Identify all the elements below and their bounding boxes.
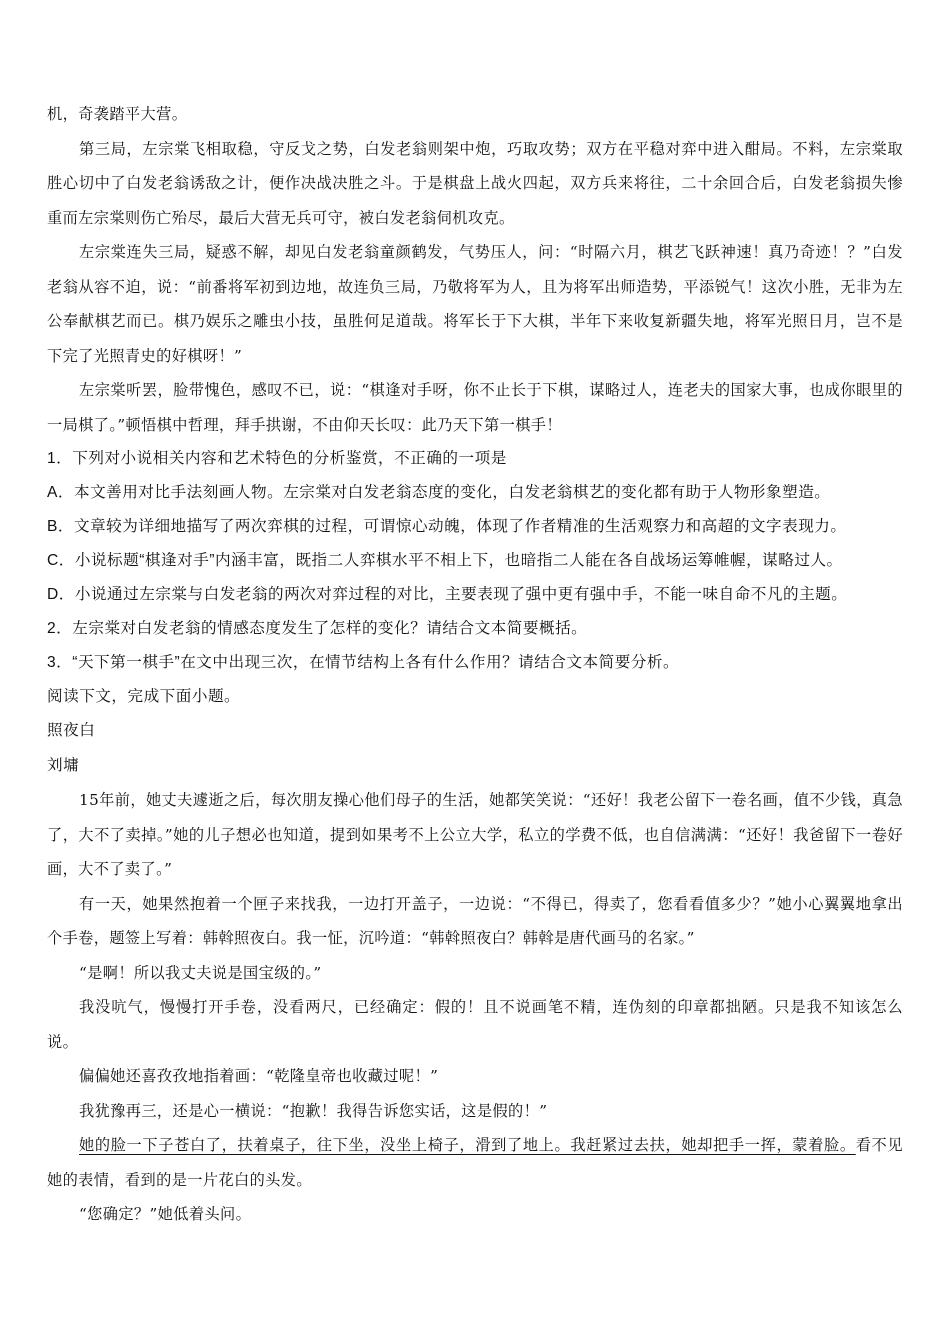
- article-paragraph-4: 我没吭气，慢慢打开手卷，没看两尺，已经确定：假的！且不说画笔不精，连伪刻的印章都拙陋。只是我不知该怎么说。: [47, 998, 903, 1051]
- article-paragraph-3: “是啊！所以我丈夫说是国宝级的。”: [79, 963, 322, 982]
- option-c: C．小说标题“棋逢对手”内涵丰富，既指二人弈棋水平不相上下，也暗指二人能在各自战场运筹帷幄，谋略过人。: [47, 552, 843, 569]
- article-paragraph-8: “您确定？”她低着头问。: [79, 1205, 252, 1223]
- paragraph-question-exchange: 左宗棠连失三局，疑惑不解，却见白发老翁童颜鹤发，气势压人，问：“时隔六月，棋艺飞跃神速！真乃奇迹！？”白发老翁从容不迫，说：“前番将军初到边地，故连负三局，乃敬将军为人，且为将军出师造势，平添锐气！这次小胜，无非为左公奉献棋艺而已。棋乃娱乐之雕虫小技，虽胜何足道哉。将军长于下大棋，半年下来收复新疆失地，将军光照日月，岂不是下完了光照青史的好棋呀！”: [47, 243, 903, 365]
- paragraph-7-rest: 看不见她的表情，看到的是一片花白的头发。: [47, 1136, 903, 1189]
- article-paragraph-1: 15年前，她丈夫遽逝之后，每次朋友操心他们母子的生活，她都笑笑说：“还好！我老公留下一卷名画，值不少钱，真急了，大不了卖掉。”她的儿子想必也知道，提到如果考不上公立大学，私立的学费不低，也自信满满：“还好！我爸留下一卷好画，大不了卖了。”: [47, 791, 903, 878]
- story-continuation: 机，奇袭踏平大营。: [47, 105, 188, 123]
- article-paragraph-6: 我犹豫再三，还是心一横说：“抱歉！我得告诉您实话，这是假的！”: [79, 1101, 548, 1120]
- article-paragraph-2: 有一天，她果然抱着一个匣子来找我，一边打开盖子，一边说：“不得已，得卖了，您看看值多少？”她小心翼翼地拿出个手卷，题签上写着：韩斡照夜白。我一怔，沉吟道：“韩斡照夜白？韩斡是唐代画马的名家。”: [47, 894, 903, 947]
- option-b: B．文章较为详细地描写了两次弈棋的过程，可谓惊心动魄，体现了作者精准的生活观察力和高超的文字表现力。: [47, 518, 847, 535]
- paragraph-ending: 左宗棠听罢，脸带愧色，感叹不已，说：“棋逢对手呀，你不止长于下棋，谋略过人，连老夫的国家大事，也成你眼里的一局棋了。”顿悟棋中哲理，拜手拱谢，不由仰天长叹：此乃天下第一棋手！: [47, 381, 903, 434]
- question-1: 1．下列对小说相关内容和艺术特色的分析鉴赏，不正确的一项是: [47, 450, 507, 467]
- reading-instruction: 阅读下文，完成下面小题。: [47, 688, 241, 705]
- question-2: 2．左宗棠对白发老翁的情感态度发生了怎样的变化？请结合文本简要概括。: [47, 620, 588, 637]
- underlined-passage: 她的脸一下子苍白了，扶着桌子，往下坐，没坐上椅子，滑到了地上。我赶紧过去扶，她却把手一挥，蒙着脸。: [79, 1136, 856, 1154]
- option-a: A．本文善用对比手法刻画人物。左宗棠对白发老翁态度的变化，白发老翁棋艺的变化都有助于人物形象塑造。: [47, 484, 831, 501]
- question-3: 3．“天下第一棋手”在文中出现三次，在情节结构上各有什么作用？请结合文本简要分析。: [47, 654, 680, 671]
- article-title: 照夜白: [47, 722, 96, 739]
- document-page: [47, 97, 903, 1232]
- paragraph-round-three: 第三局，左宗棠飞相取稳，守反戈之势，白发老翁则架中炮，巧取攻势；双方在平稳对弈中进入酣局。不料，左宗棠取胜心切中了白发老翁诱敌之计，便作决战决胜之斗。于是棋盘上战火四起，双方兵来将往，二十余回合后，白发老翁损失惨重而左宗棠则伤亡殆尽，最后大营无兵可守，被白发老翁伺机攻克。: [47, 139, 903, 227]
- article-paragraph-5: 偏偏她还喜孜孜地指着画：“乾隆皇帝也收藏过呢！”: [79, 1067, 439, 1085]
- article-paragraph-7: [47, 1128, 903, 1197]
- option-d: D．小说通过左宗棠与白发老翁的两次对弈过程的对比，主要表现了强中更有强中手，不能一味自命不凡的主题。: [47, 586, 848, 603]
- article-author: 刘墉: [47, 756, 80, 774]
